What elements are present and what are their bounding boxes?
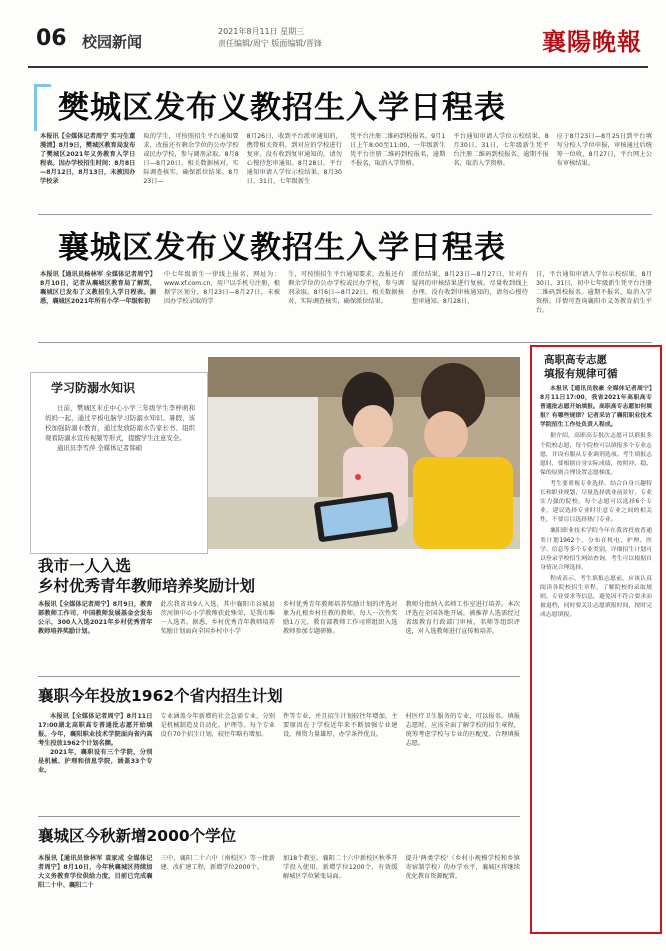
panel-paragraph: 程成表示，考生填报志愿前，应该认真阅读各院校招生章程，了解院校的录取规则、专业要求等信息，避免因不符合要求而被退档，同时要关注志愿填报时间，按时完成志愿填报。 [540, 575, 652, 619]
news-photo [208, 357, 520, 549]
drowning-body: 日前，樊城区米庄中心小学三年级学生李梓萌和妈妈一起，通过平板电脑学习防溺水知识。暑假，该校加强防溺水教育，通过发放防溺水告家长书、组织观看防溺水宣传视频等形式，提醒学生注意安全。 [45, 404, 195, 442]
issue-editors: 责任编辑/周宁 版面编辑/晋锋 [218, 39, 322, 48]
seats-col: 提升'两类学校'（乡村小规模学校和乡镇寄宿制学校）的办学水平，襄城区将继续优化教育资源配置。 [405, 855, 520, 880]
issue-meta [218, 26, 322, 50]
xiangzhi-col: 专业涵盖今年新增的社会急需专业，分别是机械制造及自动化、护理等。每个专业设有70个招生计划，较往年略有增加。 [160, 713, 275, 738]
panel-paragraph: 据介绍，高职高专批次志愿可以填报多个院校志愿，每个院校可以填报多个专业志愿，并设有服从专业调剂选项。考生填报志愿时，要根据自身实际成绩，按照冲、稳、保的原则合理设置志愿梯度。 [540, 433, 652, 476]
teacher-col: 本报讯【全媒体记者周宁】8月9日，教育部教师工作司、中国教师发展基金会发布公示，300人入选2021年乡村优秀青年教师培养奖励计划。 [38, 601, 153, 635]
drowning-title: 学习防溺水知识 [51, 381, 136, 395]
panel-body [540, 385, 652, 622]
drowning-card [30, 372, 208, 554]
section-title: 校园新闻 [82, 33, 143, 51]
xiangcheng-lead: 本报讯【通讯员杨林军 全媒体记者周宁】8月10日，记者从襄城区教育局了解到，襄城区已发布了义教招生入学日程表。据悉，襄城区2021年所有小学一年级和初 [40, 271, 156, 305]
panel-paragraph: 本报讯【通讯员敖豪 全媒体记者周宁】8月11日17:00，我省2021年高职高专普通批志愿开始填报。高职高专志愿如何填报？有哪些规律？记者采访了襄阳职业技术学院招生工作处负责人程成。 [540, 386, 652, 429]
xiangzhi-body [38, 712, 520, 806]
teacher-col: 教师分批纳入名师工作室进行培养。本次评选在全国各地开展，被推荐人选需经过省级教育行政部门审核，名师等组织评选，对入选教师进行宣传和培养。 [405, 601, 520, 635]
teacher-headline [38, 556, 255, 596]
fancheng-col: 应于8月23日—8月25日到平台填写分校人学位申报，审核通过后统筹一位收，8月27日，平台网上公布审核结果。 [556, 133, 652, 167]
newspaper-logo: 襄陽晚報 [542, 27, 642, 56]
xiangzhi-headline: 襄职今年投放1962个省内招生计划 [38, 687, 283, 705]
seats-col: 加18个教室。襄阳二十六中新校区秋季开学投入使用，新增学位1200个，有效缓解城区学位紧张局面。 [283, 855, 398, 880]
divider [38, 342, 652, 343]
xiangzhi-lead: 本报讯【全媒体记者周宁】8月11日17:00湖北高职高专普通批志愿开始填报。今年，襄阳职业技术学院面向省内高考生投放1962个计划名额。 [38, 713, 153, 747]
fancheng-col: 8月26日，收到平台派审通知的，携带相关资料，到对应的学校进行复审。没有收到复审通知的，请勿心慢待您审通知。8月28日，平台通知审请人学位示校结果，8月30日、31日，七年级新生 [246, 133, 342, 185]
xiangzhi-col [38, 712, 153, 806]
panel-headline-line1: 高职高专志愿 [544, 354, 607, 366]
panel-headline [544, 353, 654, 381]
xiangzhi-extra: 2021年，襄职设有三个学院，分别是机械、护理和信息学院，涵盖33个专业。 [38, 749, 153, 774]
xiangcheng-body [40, 270, 652, 332]
fancheng-col: 凭平台注册二维码到校报名。9月1日上午8:00至11:00，一年级新生凭平台注册二维码到校报名，逾期不报名，取消入学资格。 [349, 133, 446, 167]
panel-headline-line2: 填报有规律可循 [544, 368, 618, 380]
drowning-credit: 通讯员李雪萍 全媒体记者韩硕 [57, 444, 143, 452]
teacher-col: 此次我省共9人入选，其中襄阳市谷城县茨河镇中心小学教师获此殊荣，是我市唯一入选者。据悉，乡村优秀青年教师培养奖励计划面向全国乡村中小学 [160, 601, 275, 635]
issue-date: 2021年8月11日 星期三 [218, 27, 305, 36]
divider [38, 816, 520, 817]
panel-paragraph: 襄阳职业技术学院今年在我省投放普通类计划1962个，分布在机电、护理、医学、信息等多个专业类别，详细招生计划可以登录学校招生网站查询，考生可以根据自身情况合理选择。 [540, 528, 652, 571]
fancheng-headline: 樊城区发布义教招生入学日程表 [58, 90, 506, 126]
divider [38, 214, 652, 215]
xiangcheng-col: 生，可按照招生平台通知要求，改报还有剩余学位的公办学校或民办学校，参与调剂录取。8月6日—8月22日，相关数据核对，实际调查核实，确保派位结果。 [288, 271, 404, 305]
teacher-body [38, 600, 520, 670]
fancheng-col: 平台通知审请人学位示校结果，8月30日、31日，七年级新生凭平台注册二维码到校报名，逾期不报名，取消入学资格。 [453, 133, 549, 167]
xiangcheng-col: 日，平台通知审请人学位示校结果，8月30日、31日，初中七年级新生凭平台注册二维码到校报名。逾期不报名，取消入学资格。详情可查询襄阳市义务教育招生平台。 [536, 271, 652, 314]
teacher-headline-line1: 我市一人入选 [38, 557, 132, 575]
highlight-panel [530, 345, 662, 934]
fancheng-col: 取的学生，可按照招生平台通知要求，改报还有剩余学位的公办学校或民办学校，参与调剂录取。8月8日—8月20日，相关数据核对，实际调查核实，确保派位结果。8月23日— [143, 133, 239, 185]
xiangcheng-headline: 襄城区发布义教招生入学日程表 [58, 230, 506, 266]
teacher-headline-line2: 乡村优秀青年教师培养奖励计划 [38, 577, 256, 595]
photo-illustration [208, 357, 520, 549]
page-header [28, 18, 648, 68]
xiangzhi-col: 件等专业，并且招生计划较往年增加，主要原因在于学校近年来不断加强专业建设，师资力量雄厚，办学条件优良。 [283, 713, 398, 738]
xiangcheng-col: 派位结果，8月23日—8月27日，针对有疑问的审核结果进行复核。尽量收到线上办理，没有收到审核通知的，请勿心慢待您审通知。8月28日， [412, 271, 528, 305]
xiangcheng-col: 中七年级新生一律线上报名，网址为：www.xf.com.cn，用户以手机号注册，根据学区划分，8月23日—8月27日，未被因办学校录取的学 [164, 271, 280, 305]
seats-headline: 襄城区今秋新增2000个学位 [38, 827, 237, 845]
panel-paragraph: 考生要重视专业选择，结合自身兴趣特长和职业规划，尽量选择就业前景好、专业实力强的院校。每个志愿可以选择6个专业，建议选择专业时注意专业之间的相关性，不要盲目选择热门专业。 [540, 480, 652, 524]
xiangzhi-col: 村医疗卫生服务的专业，可以报名。填报志愿时，应该全面了解学校的招生章程，统筹考虑学校与专业的匹配度，合理填报志愿。 [405, 713, 520, 747]
drowning-text [45, 403, 195, 453]
seats-col: 本报讯【通讯员徐林军 袁家成 全媒体记者周宁】8月10日，今年秋襄城区持续加大义务教育学位供给力度，目前已完成襄阳二十中、襄阳二十 [38, 855, 153, 889]
divider [38, 676, 520, 677]
title-bracket-decoration [34, 84, 51, 131]
fancheng-body [40, 132, 652, 206]
seats-body [38, 854, 520, 928]
teacher-col: 乡村优秀青年教师培养奖励计划的评选对象为扎根乡村任教的教师。每人一次性奖励1万元，教育部教师工作司将组织入选教师参加专题研修。 [283, 601, 398, 635]
seats-col: 三中、襄阳二十六中（南校区）等一批新建、改扩建工程，新增学位2000个。 [160, 855, 275, 871]
page-number: 06 [36, 26, 67, 51]
fancheng-lead: 本报讯【全媒体记者周宁 实习生董漫清】8月9日，樊城区教育局发布了樊城区2021年义务教育入学日程表。因办学校招生时间：8月8日—8月12日，8月13日，未被因办学校录 [40, 133, 136, 185]
